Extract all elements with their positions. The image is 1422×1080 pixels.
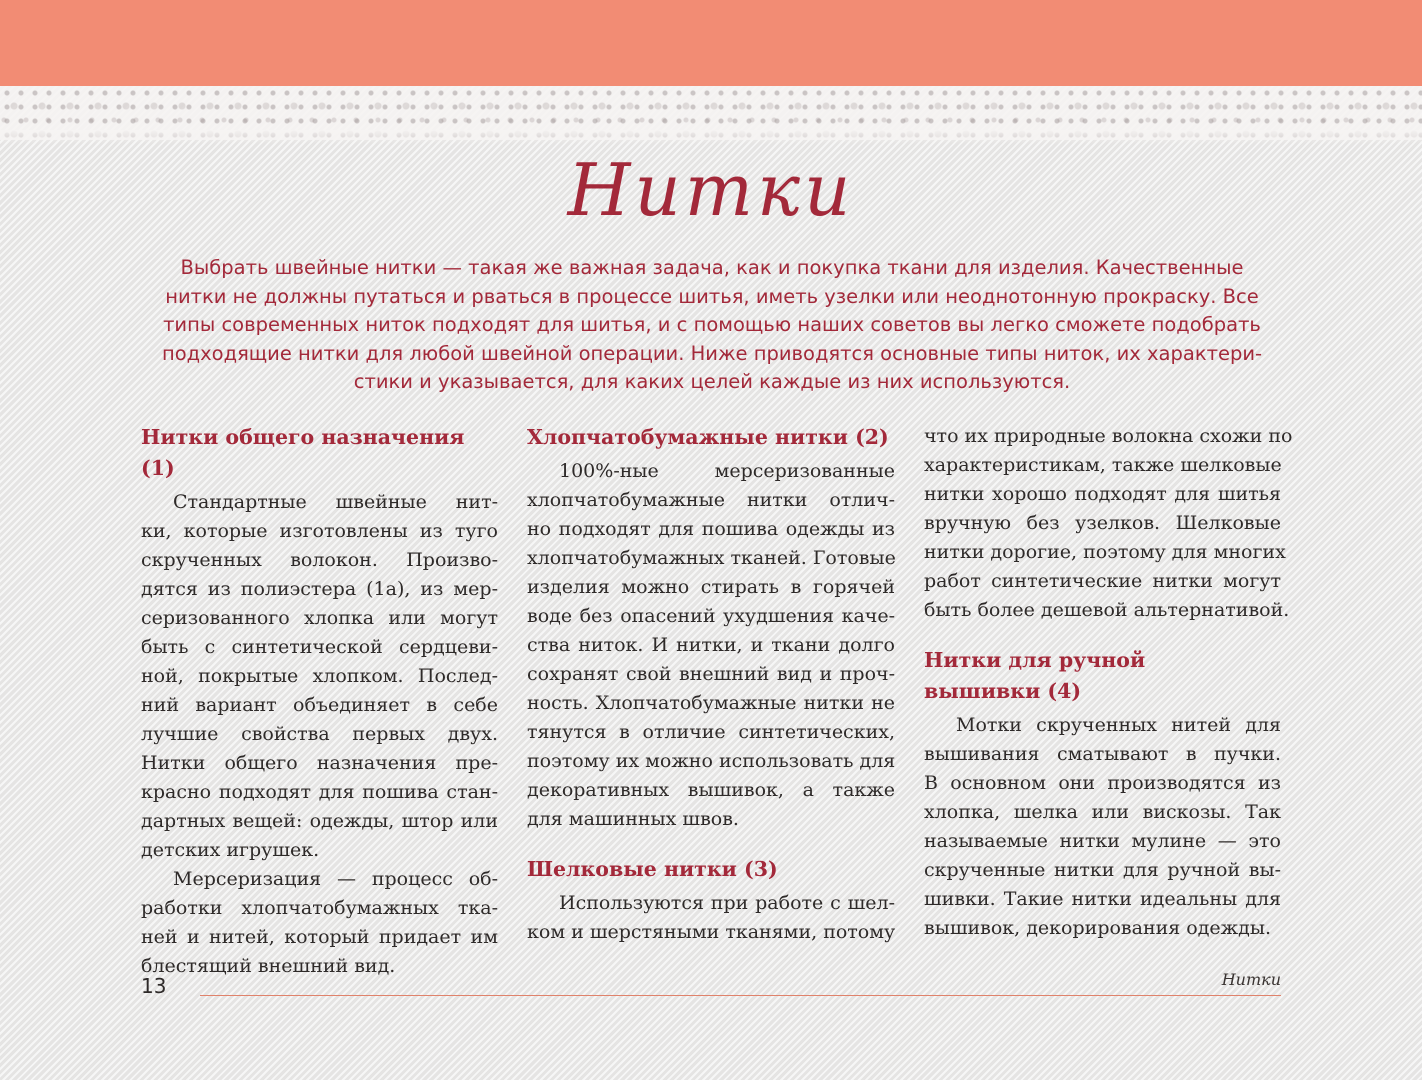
text-line: тянутся в отличие синтетических, bbox=[527, 721, 895, 743]
text-line: характеристикам, также шелковые bbox=[924, 454, 1282, 476]
text-line: хлопка, шелка или вискозы. Так bbox=[924, 801, 1281, 823]
text-line: быть более дешевой альтернативой. bbox=[924, 599, 1290, 621]
text-line: сохранят свой внешний вид и проч- bbox=[527, 663, 895, 685]
text-line: вышивания сматывают в пучки. bbox=[924, 743, 1281, 765]
text-line: дартных вещей: одежды, штор или bbox=[141, 810, 498, 832]
section-heading-embroidery: Нитки для ручной вышивки (4) bbox=[924, 648, 1146, 703]
text-line: 100%-ные мерсеризованные bbox=[559, 460, 895, 482]
text-line: лучшие свойства первых двух. bbox=[141, 723, 498, 745]
text-line: для машинных швов. bbox=[527, 808, 739, 830]
text-line: В основном они производятся из bbox=[924, 772, 1281, 794]
text-line: скрученные нитки для ручной вы- bbox=[924, 859, 1281, 881]
text-line: красно подходят для пошива стан- bbox=[141, 781, 498, 803]
footer-section-title: Нитки bbox=[1221, 970, 1281, 989]
text-line: воде без опасений ухудшения каче- bbox=[527, 605, 895, 627]
column-3 bbox=[924, 422, 1293, 943]
text-line: ком и шерстяными тканями, потому bbox=[527, 921, 896, 943]
text-line: нитки хорошо подходят для шитья bbox=[924, 483, 1281, 505]
text-line: вручную без узелков. Шелковые bbox=[924, 512, 1281, 534]
text-line: Используются при работе с шел- bbox=[559, 892, 895, 914]
text-line: быть с синтетической сердцеви- bbox=[141, 636, 498, 658]
text-line: нитки дорогие, поэтому для многих bbox=[924, 541, 1286, 563]
page-number: 13 bbox=[141, 974, 167, 998]
text-line: ки, которые изготовлены из туго bbox=[141, 520, 498, 542]
text-line: блестящий внешний вид. bbox=[141, 955, 396, 977]
text-line: Стандартные швейные нит- bbox=[173, 491, 498, 513]
text-line: скрученных волокон. Произво- bbox=[141, 549, 498, 571]
page-title: Нитки bbox=[567, 148, 855, 232]
text-line: хлопчатобумажные нитки отлич- bbox=[527, 489, 895, 511]
text-line: изделия можно стирать в горячей bbox=[527, 576, 895, 598]
intro-paragraph: Выбрать швейные нитки — такая же важная задача, как и покупка ткани для изделия. Качественные нитки не должны путаться и рваться в процессе шитья, иметь узелки или неоднотонную прокраску. Все типы современных ниток подходят для шитья, и с помощью наших советов вы легко сможете подобрать подходящие нитки для любой швейной операции. Ниже приводятся основные типы ниток, их характери- стики и указывается, для каких целей каждые из них используются. bbox=[161, 256, 1263, 394]
text-line: что их природные волокна схожи по bbox=[924, 425, 1293, 447]
column-1 bbox=[141, 422, 498, 981]
text-line: Мотки скрученных нитей для bbox=[956, 714, 1281, 736]
section-heading-silk: Шелковые нитки (3) bbox=[527, 857, 778, 881]
text-line: ность. Хлопчатобумажные нитки не bbox=[527, 692, 895, 714]
text-line: поэтому их можно использовать для bbox=[527, 750, 896, 772]
text-line: ства ниток. И нитки, и ткани долго bbox=[527, 634, 895, 656]
text-line: дятся из полиэстера (1а), из мер- bbox=[141, 578, 498, 600]
text-line: Мерсеризация — процесс об- bbox=[173, 868, 498, 890]
text-line: Нитки общего назначения пре- bbox=[141, 752, 498, 774]
text-line: вышивок, декорирования одежды. bbox=[924, 917, 1272, 939]
section-heading-cotton: Хлопчатобумажные нитки (2) bbox=[527, 425, 889, 449]
text-line: серизованного хлопка или могут bbox=[141, 607, 498, 629]
text-line: но подходят для пошива одежды из bbox=[527, 518, 895, 540]
text-line: ний вариант объединяет в себе bbox=[141, 694, 498, 716]
column-2 bbox=[527, 422, 895, 947]
text-line: ной, покрытые хлопком. Послед- bbox=[141, 665, 498, 687]
text-line: называемые нитки мулине — это bbox=[924, 830, 1281, 852]
text-line: декоративных вышивок, а также bbox=[527, 779, 895, 801]
text-line: работ синтетические нитки могут bbox=[924, 570, 1281, 592]
top-color-band bbox=[0, 0, 1422, 86]
text-line: хлопчатобумажных тканей. Готовые bbox=[527, 547, 896, 569]
section-heading-general: Нитки общего назначения (1) bbox=[141, 425, 465, 480]
footer-rule bbox=[200, 995, 1281, 996]
text-line: ней и нитей, который придает им bbox=[141, 926, 498, 948]
text-line: работки хлопчатобумажных тка- bbox=[141, 897, 498, 919]
text-line: шивки. Такие нитки идеальны для bbox=[924, 888, 1281, 910]
text-line: детских игрушек. bbox=[141, 839, 320, 861]
